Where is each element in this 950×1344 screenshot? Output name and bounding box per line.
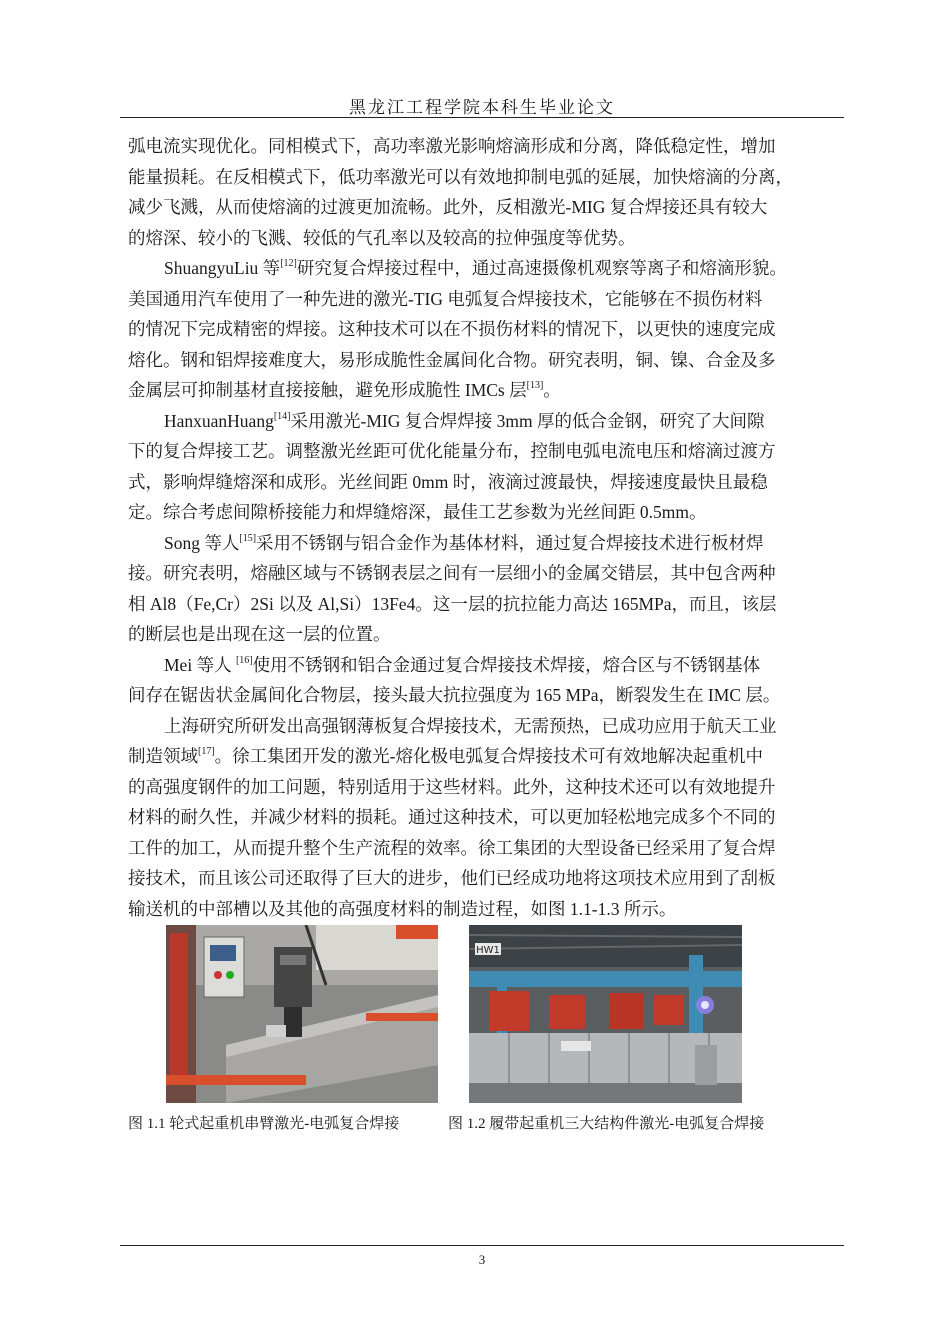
paragraph-line: 上海研究所研发出高强钢薄板复合焊接技术，无需预热，已成功应用于航天工业 xyxy=(164,715,777,736)
paragraph-line: 输送机的中部槽以及其他的高强度材料的制造过程，如图 1.1-1.3 所示。 xyxy=(128,898,677,919)
paragraph-line: 的情况下完成精密的焊接。这种技术可以在不损伤材料的情况下，以更快的速度完成 xyxy=(128,319,776,339)
paragraph-line: 减少飞溅，从而使熔滴的过渡更加流畅。此外，反相激光-MIG 复合焊接还具有较大 xyxy=(128,197,768,217)
paragraph-line: 材料的耐久性，并减少材料的损耗。通过这种技术，可以更加轻松地完成多个不同的 xyxy=(128,807,776,827)
paragraph-line: 相 Al8（Fe,Cr）2Si 以及 Al,Si）13Fe4。这一层的抗拉能力高达 165MPa，而且，该层 xyxy=(128,593,777,614)
paragraph-line: 熔化。钢和铝焊接难度大，易形成脆性金属间化合物。研究表明，铜、镍、合金及多 xyxy=(128,349,776,370)
footer-divider xyxy=(120,1245,844,1246)
paragraph-line xyxy=(128,253,840,284)
citation-reference: [15] xyxy=(239,532,257,544)
line-text: 研究复合焊接过程中，通过高速摄像机观察等离子和熔滴形貌。 xyxy=(296,258,787,278)
paragraph-line: 式，影响焊缝熔深和成形。光丝间距 0mm 时，液滴过渡最快，焊接速度最快且最稳 xyxy=(128,471,768,492)
header-divider xyxy=(120,117,844,118)
paragraph-line xyxy=(128,528,840,559)
citation-reference: [14] xyxy=(273,410,291,422)
paragraph-line xyxy=(128,741,840,772)
line-text: 采用不锈钢与铝合金作为基体材料，通过复合焊接技术进行板材焊 xyxy=(256,532,764,553)
citation-reference: [17] xyxy=(198,746,215,757)
paragraph-line: 定。综合考虑间隙桥接能力和焊缝熔深，最佳工艺参数为光丝间距 0.5mm。 xyxy=(128,502,707,522)
paragraph-line: 工件的加工，从而提升整个生产流程的效率。徐工集团的大型设备已经采用了复合焊 xyxy=(128,837,776,858)
figure-1-1-photo xyxy=(166,925,438,1103)
line-text: 制造领域 xyxy=(128,746,198,766)
line-text: 。 xyxy=(543,380,561,400)
paragraph-line: 下的复合焊接工艺。调整激光丝距可优化能量分布，控制电弧电流电压和熔滴过渡方 xyxy=(128,441,776,461)
figure-1-1-caption: 图 1.1 轮式起重机串臂激光-电弧复合焊接 xyxy=(128,1116,400,1132)
figure-1-2-photo xyxy=(469,925,742,1103)
line-text: Mei 等人 xyxy=(164,654,236,675)
page-number: 3 xyxy=(478,1252,486,1267)
line-text: Song 等人 xyxy=(164,532,240,553)
line-text: HanxuanHuang xyxy=(164,410,274,431)
paragraph-line: 的熔深、较小的飞溅、较低的气孔率以及较高的拉伸强度等优势。 xyxy=(128,227,636,248)
paragraph-line: 接技术，而且该公司还取得了巨大的进步，他们已经成功地将这项技术应用到了刮板 xyxy=(128,868,776,888)
body-text xyxy=(128,131,840,924)
paragraph-line: 美国通用汽车使用了一种先进的激光-TIG 电弧复合焊接技术，它能够在不损伤材料 xyxy=(128,288,763,309)
paragraph-line xyxy=(128,375,840,406)
paragraph-line: 能量损耗。在反相模式下，低功率激光可以有效地抑制电弧的延展，加快熔滴的分离， xyxy=(128,166,793,187)
paragraph-line: 接。研究表明，熔融区域与不锈钢表层之间有一层细小的金属交错层，其中包含两种 xyxy=(128,563,776,583)
line-text: 使用不锈钢和铝合金通过复合焊接技术焊接，熔合区与不锈钢基体 xyxy=(252,654,761,675)
line-text: ShuangyuLiu 等 xyxy=(164,258,281,278)
paragraph-line: 的断层也是出现在这一层的位置。 xyxy=(128,624,391,644)
line-text: 采用激光-MIG 复合焊焊接 3mm 厚的低合金钢，研究了大间隙 xyxy=(290,410,765,431)
workshop-sign-label: HW1 xyxy=(476,945,500,956)
citation-reference: [12] xyxy=(280,258,297,269)
paragraph-line: 的高强度钢件的加工问题，特别适用于这些材料。此外，这种技术还可以有效地提升 xyxy=(128,776,776,797)
page-header-title: 黑龙江工程学院本科生毕业论文 xyxy=(349,98,615,118)
paragraph-line: 间存在锯齿状金属间化合物层，接头最大抗拉强度为 165 MPa，断裂发生在 IMC 层。 xyxy=(128,685,781,705)
figure-1-2-caption: 图 1.2 履带起重机三大结构件激光-电弧复合焊接 xyxy=(448,1116,765,1132)
citation-reference: [16] xyxy=(235,654,253,666)
citation-reference: [13] xyxy=(526,380,544,391)
paragraph-line: 弧电流实现优化。同相模式下，高功率激光影响熔滴形成和分离，降低稳定性，增加 xyxy=(128,136,776,156)
paragraph-line xyxy=(128,406,840,437)
line-text: 金属层可抑制基材直接接触，避免形成脆性 IMCs 层 xyxy=(128,380,527,400)
paragraph-line xyxy=(128,650,840,681)
line-text: 。徐工集团开发的激光-熔化极电弧复合焊接技术可有效地解决起重机中 xyxy=(214,746,763,766)
